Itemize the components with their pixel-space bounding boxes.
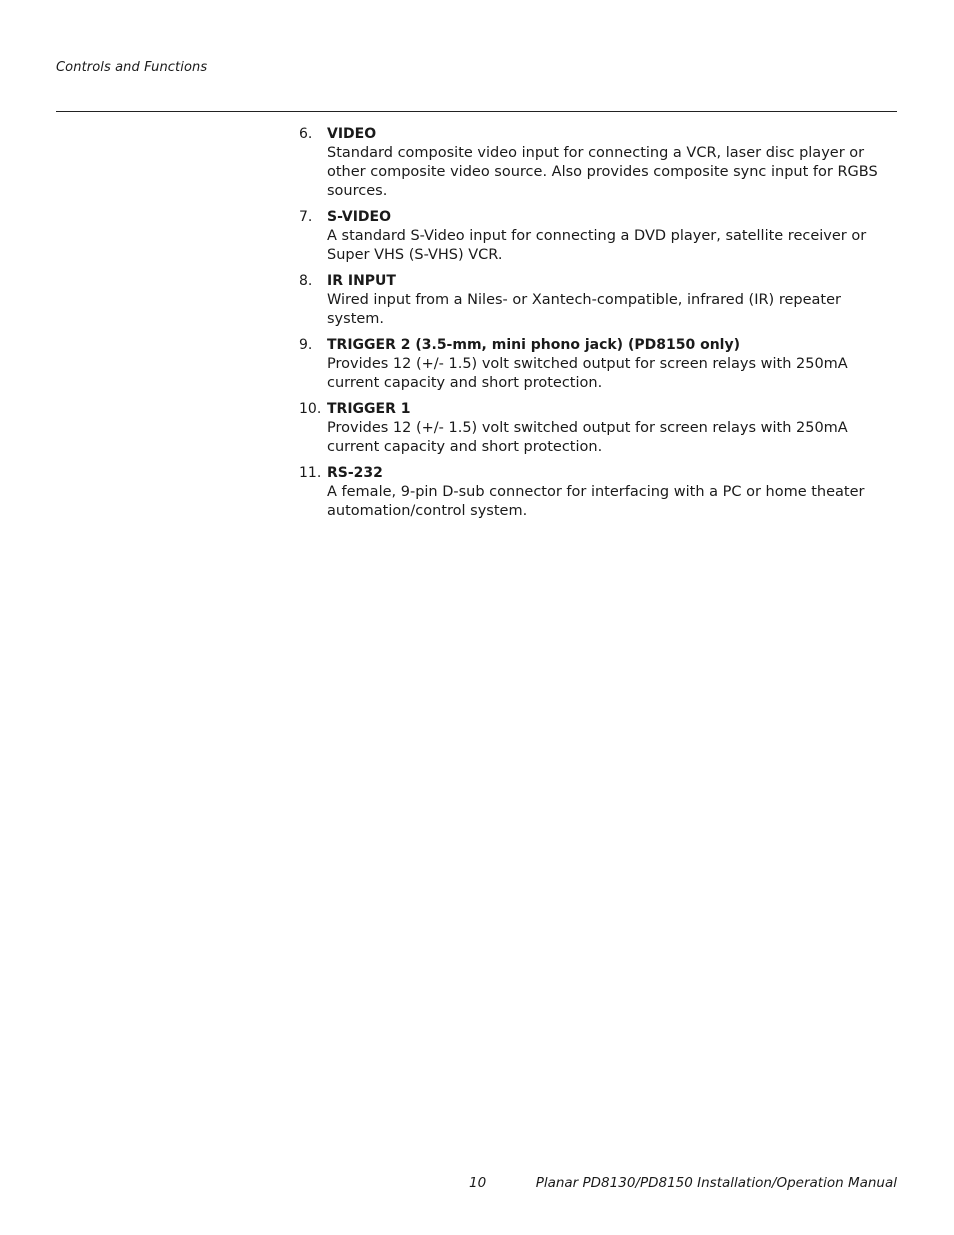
item-description: Provides 12 (+/- 1.5) volt switched output for screen relays with 250mA current capacity and short protection.: [327, 420, 848, 455]
item-body: [327, 336, 897, 393]
item-body: [327, 125, 897, 201]
list-item: [0, 336, 954, 393]
item-description: A standard S-Video input for connecting a DVD player, satellite receiver or Super VHS (S-VHS) VCR.: [327, 228, 867, 263]
item-number: 9.: [299, 337, 313, 353]
item-number: 7.: [299, 209, 313, 225]
page-number: 10: [469, 1175, 487, 1191]
item-description: Wired input from a Niles- or Xantech-compatible, infrared (IR) repeater system.: [327, 292, 841, 327]
list-item: [0, 272, 954, 329]
list-item: [0, 464, 954, 521]
item-body: [327, 208, 897, 265]
item-number: 11.: [299, 465, 322, 481]
item-title: IR INPUT: [327, 273, 396, 289]
header-divider: [56, 111, 897, 112]
item-description: Standard composite video input for connecting a VCR, laser disc player or other composite video source. Also provides composite sync input for RGBS sources.: [327, 145, 878, 199]
running-header: Controls and Functions: [56, 60, 208, 75]
item-body: [327, 464, 897, 521]
item-body: [327, 272, 897, 329]
list-item: [0, 208, 954, 265]
item-description: A female, 9-pin D-sub connector for interfacing with a PC or home theater automation/control system.: [327, 484, 865, 519]
manual-title: Planar PD8130/PD8150 Installation/Operation Manual: [535, 1175, 897, 1191]
item-title: TRIGGER 2 (3.5-mm, mini phono jack) (PD8150 only): [327, 337, 740, 353]
item-title: S-VIDEO: [327, 209, 392, 225]
item-number: 6.: [299, 126, 313, 142]
item-body: [327, 400, 897, 457]
item-title: TRIGGER 1: [327, 401, 411, 417]
list-item: [0, 400, 954, 457]
item-title: VIDEO: [327, 126, 377, 142]
item-description: Provides 12 (+/- 1.5) volt switched output for screen relays with 250mA current capacity and short protection.: [327, 356, 848, 391]
list-item: [0, 125, 954, 201]
item-number: 10.: [299, 401, 322, 417]
numbered-item-list: [0, 125, 954, 528]
item-title: RS-232: [327, 465, 383, 481]
item-number: 8.: [299, 273, 313, 289]
